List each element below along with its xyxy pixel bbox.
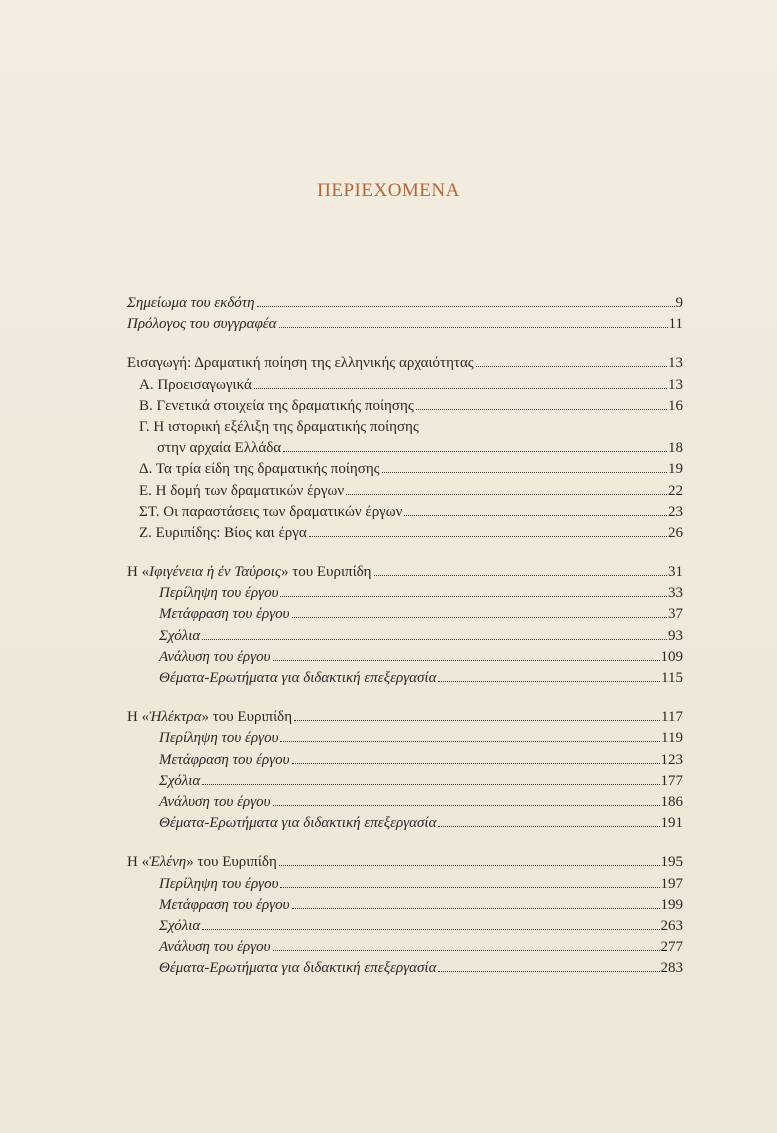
dot-leader xyxy=(292,762,660,764)
toc-entry-prefix: Η « xyxy=(127,709,150,726)
toc-entry-label: Περίληψη του έργου xyxy=(159,730,279,747)
toc-entry[interactable] xyxy=(127,728,683,749)
dot-leader xyxy=(292,616,667,618)
toc-entry[interactable] xyxy=(127,481,683,502)
dot-leader xyxy=(382,471,667,473)
play-title: Ιφιγένεια ἡ ἐν Ταύροις xyxy=(149,564,281,581)
toc-entry[interactable] xyxy=(127,583,683,604)
page-number: 23 xyxy=(668,503,683,520)
toc-entry[interactable] xyxy=(127,916,683,937)
dot-leader xyxy=(438,970,659,972)
dot-leader xyxy=(346,493,667,495)
page-number: 13 xyxy=(668,376,683,393)
toc-entry-label: Θέματα-Ερωτήματα για διδακτική επεξεργασία xyxy=(159,815,437,832)
toc-entry-label: Ζ. Ευριπίδης: Βίος και έργα xyxy=(139,524,307,541)
toc-entry-label: Θέματα-Ερωτήματα για διδακτική επεξεργασία xyxy=(159,670,437,686)
dot-leader xyxy=(404,514,667,516)
toc-entry-label: Περίληψη του έργου xyxy=(159,875,279,892)
section-gap xyxy=(127,544,683,562)
toc-entry-label: στην αρχαία Ελλάδα xyxy=(157,440,282,457)
dot-leader xyxy=(374,574,667,576)
dot-leader xyxy=(273,804,660,806)
page-number: 16 xyxy=(668,397,683,414)
toc-entry[interactable] xyxy=(127,707,683,728)
toc-entry-suffix: » του Ευριπίδη xyxy=(201,709,293,726)
toc-entry-label: Μετάφραση του έργου xyxy=(159,606,290,623)
toc-entry-label: Ανάλυση του έργου xyxy=(159,648,271,665)
toc-entry-label: Ανάλυση του έργου xyxy=(159,939,271,956)
toc-entry[interactable] xyxy=(127,874,683,895)
page-number: 18 xyxy=(668,440,683,457)
dot-leader xyxy=(280,595,667,597)
toc-entry[interactable] xyxy=(127,523,683,544)
toc-entry[interactable] xyxy=(127,668,683,689)
play-title: Ἠλέκτρα xyxy=(149,709,202,726)
toc-entry-label xyxy=(127,852,277,873)
dot-leader xyxy=(202,638,667,640)
page-number: 191 xyxy=(660,815,683,832)
toc-entry-label: Σχόλια xyxy=(159,772,201,789)
page-number: 26 xyxy=(668,524,683,541)
dot-leader xyxy=(280,886,659,888)
dot-leader xyxy=(416,408,667,410)
toc-entry-label: Μετάφραση του έργου xyxy=(159,751,290,768)
toc-entry[interactable] xyxy=(127,771,683,792)
toc-entry-label xyxy=(127,707,292,728)
toc-entry[interactable] xyxy=(127,937,683,958)
toc-entry[interactable] xyxy=(127,813,683,834)
toc-entry[interactable] xyxy=(127,958,683,979)
page-number: 109 xyxy=(660,648,683,665)
toc-entry[interactable] xyxy=(127,647,683,668)
toc-entry-label: Μετάφραση του έργου xyxy=(159,896,290,913)
page-number: 263 xyxy=(660,917,683,934)
dot-leader xyxy=(294,719,660,721)
toc-entry-prefix: Η « xyxy=(127,854,150,871)
toc-entry[interactable] xyxy=(127,750,683,771)
toc-entry[interactable] xyxy=(127,459,683,480)
dot-leader xyxy=(254,387,667,389)
toc-entry[interactable] xyxy=(127,396,683,417)
toc-entry[interactable] xyxy=(127,417,683,438)
page-number: 11 xyxy=(668,316,683,333)
dot-leader xyxy=(476,365,667,367)
dot-leader xyxy=(438,825,659,827)
toc-entry-label: Δ. Τα τρία είδη της δραματικής ποίησης xyxy=(139,461,380,478)
section-gap xyxy=(127,335,683,353)
dot-leader xyxy=(283,450,667,452)
toc-entry[interactable] xyxy=(127,852,683,873)
page-number: 283 xyxy=(660,960,683,977)
page-number: 22 xyxy=(668,482,683,499)
toc-entry-prefix: Η « xyxy=(127,564,150,581)
dot-leader xyxy=(279,326,668,328)
page-number: 123 xyxy=(660,751,683,768)
page-number: 115 xyxy=(661,670,683,686)
page-number: 195 xyxy=(660,854,683,871)
section-gap xyxy=(127,834,683,852)
dot-leader xyxy=(273,659,660,661)
toc-entry[interactable] xyxy=(127,375,683,396)
toc-entry-label: Σχόλια xyxy=(159,917,201,934)
page-number: 33 xyxy=(668,585,683,602)
page-number: 9 xyxy=(675,295,683,311)
toc-entry-suffix: » του Ευριπίδη xyxy=(280,564,372,581)
dot-leader xyxy=(280,740,660,742)
page-number: 31 xyxy=(668,564,683,581)
toc-entry[interactable] xyxy=(127,293,683,314)
page-number: 19 xyxy=(668,461,683,478)
page-number: 37 xyxy=(668,606,683,623)
toc-entry-label: ΣΤ. Οι παραστάσεις των δραματικών έργων xyxy=(139,503,403,520)
toc-entry-label: Περίληψη του έργου xyxy=(159,585,279,602)
dot-leader xyxy=(202,928,659,930)
page-number: 119 xyxy=(661,730,683,747)
page-number: 199 xyxy=(660,896,683,913)
toc-entry[interactable] xyxy=(127,626,683,647)
toc-entry-label xyxy=(127,562,372,583)
toc-entry-suffix: » του Ευριπίδη xyxy=(186,854,277,871)
toc-entry[interactable] xyxy=(127,604,683,625)
toc-entry-label: Ε. Η δομή των δραματικών έργων xyxy=(139,482,345,499)
page-number: 197 xyxy=(660,875,683,892)
toc-entry-label: Θέματα-Ερωτήματα για διδακτική επεξεργασία xyxy=(159,960,437,977)
toc-entry-label: Β. Γενετικά στοιχεία της δραματικής ποίησης xyxy=(139,397,414,414)
toc-entry-label: Εισαγωγή: Δραματική ποίηση της ελληνικής αρχαιότητας xyxy=(127,355,474,372)
toc-entry[interactable] xyxy=(127,562,683,583)
page-number: 277 xyxy=(660,939,683,956)
page-number: 13 xyxy=(668,355,683,372)
toc-entry[interactable] xyxy=(127,895,683,916)
dot-leader xyxy=(279,864,660,866)
dot-leader xyxy=(273,949,660,951)
table-of-contents xyxy=(127,293,683,979)
toc-entry-label: Γ. Η ιστορική εξέλιξη της δραματικής ποίησης xyxy=(139,418,419,435)
dot-leader xyxy=(202,783,659,785)
toc-entry-label: Σημείωμα του εκδότη xyxy=(127,295,255,311)
toc-entry-label: Πρόλογος του συγγραφέα xyxy=(127,316,277,333)
dot-leader xyxy=(309,535,667,537)
toc-entry-label: Α. Προεισαγωγικά xyxy=(139,376,252,393)
page-number: 177 xyxy=(660,772,683,789)
toc-entry[interactable] xyxy=(127,792,683,813)
dot-leader xyxy=(292,907,660,909)
toc-entry-label: Σχόλια xyxy=(159,627,201,644)
section-gap xyxy=(127,689,683,707)
dot-leader xyxy=(438,680,660,682)
play-title: Ἑλένη xyxy=(149,854,187,871)
toc-entry[interactable] xyxy=(127,353,683,374)
page-number: 117 xyxy=(661,709,683,726)
dot-leader xyxy=(257,305,675,307)
page-title: ΠΕΡΙΕΧΟΜΕΝΑ xyxy=(317,180,460,201)
page-number: 186 xyxy=(660,793,683,810)
page-number: 93 xyxy=(668,627,683,644)
toc-entry-label: Ανάλυση του έργου xyxy=(159,793,271,810)
toc-entry[interactable] xyxy=(127,314,683,335)
toc-entry[interactable] xyxy=(127,502,683,523)
toc-entry[interactable] xyxy=(127,438,683,459)
